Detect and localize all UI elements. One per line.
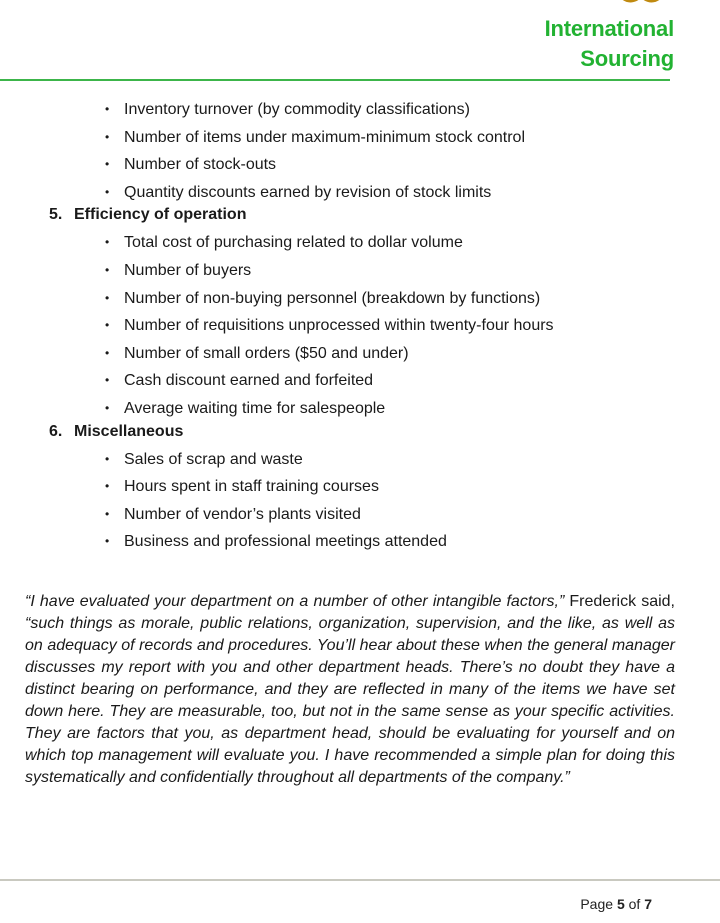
- bullet-icon: •: [105, 318, 110, 333]
- bullet-icon: •: [105, 400, 110, 415]
- bullet-icon: •: [105, 345, 110, 360]
- list-item: • Business and professional meetings attended: [0, 528, 720, 556]
- list-item: • Number of non-buying personnel (breakdown by functions): [0, 285, 720, 313]
- section-5-list: [0, 229, 720, 422]
- brand-logo-icon: [612, 0, 670, 10]
- bullet-icon: •: [105, 451, 110, 466]
- bullet-icon: •: [105, 479, 110, 494]
- list-item: • Number of requisitions unprocessed within twenty-four hours: [0, 312, 720, 340]
- section-heading-5: [0, 204, 720, 226]
- bullet-icon: •: [105, 290, 110, 305]
- section-number: 6.: [49, 422, 63, 440]
- list-item: • Number of stock-outs: [0, 151, 720, 179]
- section-number: 5.: [49, 206, 63, 224]
- bullet-icon: •: [105, 534, 110, 549]
- quote-paragraph: [25, 591, 675, 789]
- bullet-icon: •: [105, 102, 110, 116]
- bullet-icon: •: [105, 506, 110, 521]
- section-4-list: [0, 96, 720, 206]
- section-title: Efficiency of operation: [74, 206, 247, 224]
- page-header: [0, 0, 720, 82]
- brand-name: [545, 14, 674, 74]
- list-item: • Number of small orders ($50 and under): [0, 340, 720, 368]
- section-heading-6: [0, 421, 720, 443]
- section-6-list: [0, 446, 720, 556]
- quote-part-2: “such things as morale, public relations, organization, supervision, and the like, as well as on adequacy of records and procedures. You’ll hear about these when the general manager discusses my report with you and other department heads. There’s no doubt they have a distinct bearing on performance, and they are reflected in many of the items we have set down here. They are measurable, too, but not in the same sense as your specific activities. They are factors that you, as department head, should be evaluating for yourself and on which top management will evaluate you. I have recommended a simple plan for doing this systematically and confidentially throughout all departments of the company.”: [25, 615, 675, 786]
- list-item: • Sales of scrap and waste: [0, 446, 720, 474]
- list-item: • Total cost of purchasing related to dollar volume: [0, 229, 720, 257]
- current-page: 5: [616, 896, 625, 912]
- brand-line-2: Sourcing: [580, 46, 674, 71]
- section-title: Miscellaneous: [74, 422, 184, 440]
- list-item: • Inventory turnover (by commodity classifications): [0, 96, 720, 124]
- list-item: • Number of items under maximum-minimum stock control: [0, 124, 720, 152]
- bullet-icon: •: [105, 262, 110, 277]
- quote-attribution: Frederick said,: [564, 593, 675, 610]
- document-body: [0, 96, 720, 556]
- bullet-icon: •: [105, 184, 110, 199]
- list-item: • Cash discount earned and forfeited: [0, 367, 720, 395]
- list-item: • Average waiting time for salespeople: [0, 395, 720, 423]
- bullet-icon: •: [105, 373, 110, 388]
- quote-part-1: “I have evaluated your department on a number of other intangible factors,”: [25, 593, 565, 610]
- list-item: • Number of vendor’s plants visited: [0, 501, 720, 529]
- list-item: • Number of buyers: [0, 257, 720, 285]
- brand-line-1: International: [544, 16, 674, 41]
- total-pages: 7: [644, 896, 652, 912]
- bullet-icon: •: [105, 129, 110, 144]
- page-number: Page 5 of 7: [580, 896, 652, 912]
- header-divider: [0, 79, 670, 81]
- list-item: • Quantity discounts earned by revision of stock limits: [0, 179, 720, 207]
- list-item: • Hours spent in staff training courses: [0, 473, 720, 501]
- bullet-icon: •: [105, 157, 110, 172]
- bullet-icon: •: [105, 235, 110, 250]
- footer-divider: [0, 879, 720, 881]
